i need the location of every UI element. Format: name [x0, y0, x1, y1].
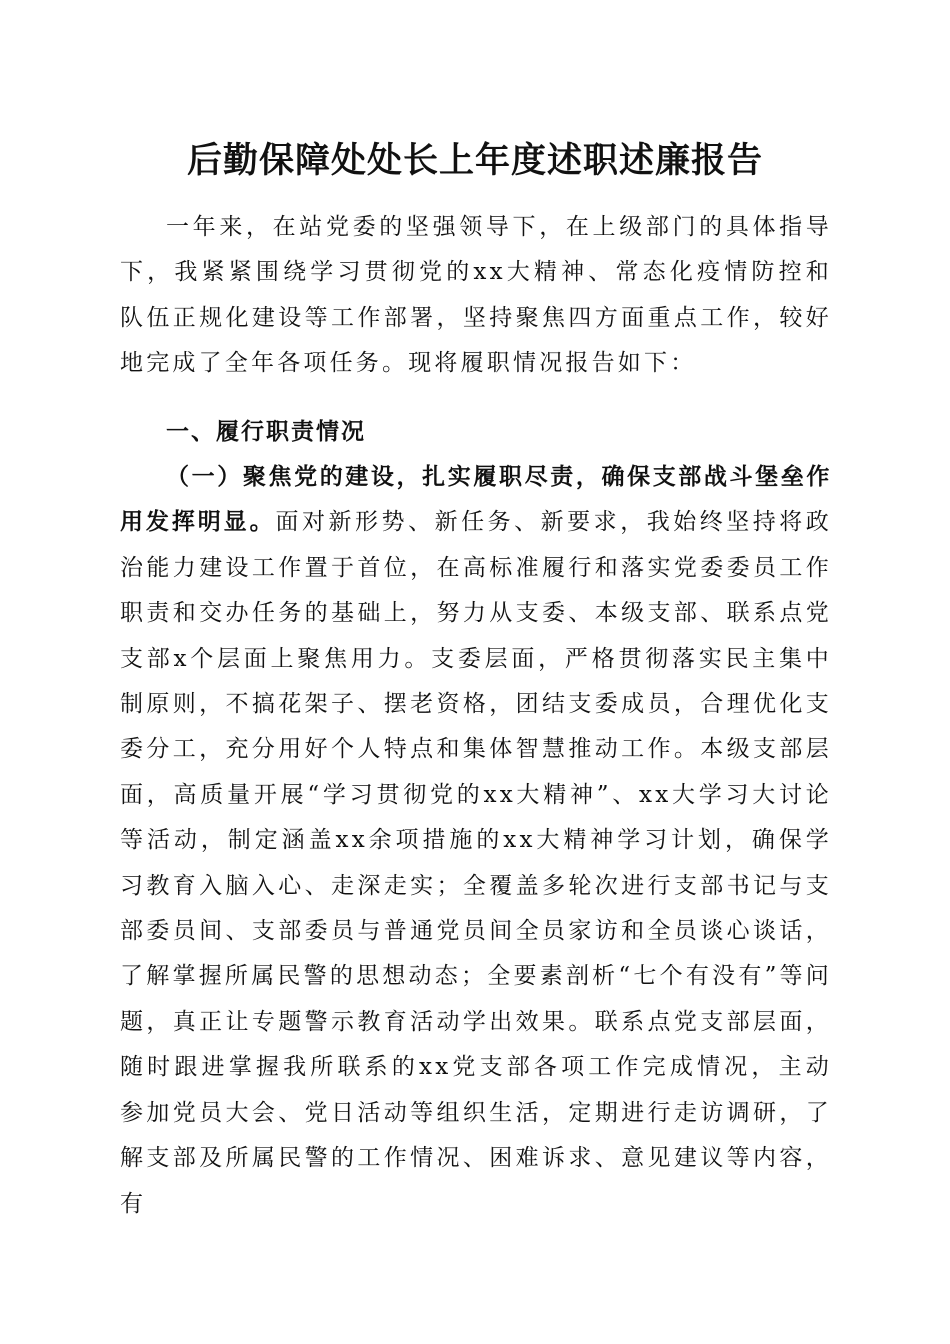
subsection-paragraph: [120, 455, 832, 1227]
section-heading: 一、履行职责情况: [166, 419, 366, 445]
subsection-body: 面对新形势、新任务、新要求，我始终坚持将政治能力建设工作置于首位，在高标准履行和落实党委委员工作职责和交办任务的基础上，努力从支委、本级支部、联系点党支部x个层面上聚焦用力。支委层面，严格贯彻落实民主集中制原则，不搞花架子、摆老资格，团结支委成员，合理优化支委分工，充分用好个人特点和集体智慧推动工作。本级支部层面，高质量开展“学习贯彻党的xx大精神”、xx大学习大讨论等活动，制定涵盖xx余项措施的xx大精神学习计划，确保学习教育入脑入心、走深走实；全覆盖多轮次进行支部书记与支部委员间、支部委员与普通党员间全员家访和全员谈心谈话，了解掌握所属民警的思想动态；全要素剖析“七个有没有”等问题，真正让专题警示教育活动学出效果。联系点党支部层面，随时跟进掌握我所联系的xx党支部各项工作完成情况，主动参加党员大会、党日活动等组织生活，定期进行走访调研，了解支部及所属民警的工作情况、困难诉求、意见建议等内容，有: [120, 509, 832, 1217]
intro-paragraph: 一年来，在站党委的坚强领导下，在上级部门的具体指导下，我紧紧围绕学习贯彻党的xx大精神、常态化疫情防控和队伍正规化建设等工作部署，坚持聚焦四方面重点工作，较好地完成了全年各项任务。现将履职情况报告如下：: [120, 214, 832, 377]
document-title: 后勤保障处处长上年度述职述廉报告: [186, 141, 763, 181]
subsection-heading: （一）聚焦党的建设，扎实履职尽责，确保支部战斗堡垒作用发挥明显。: [120, 464, 832, 536]
